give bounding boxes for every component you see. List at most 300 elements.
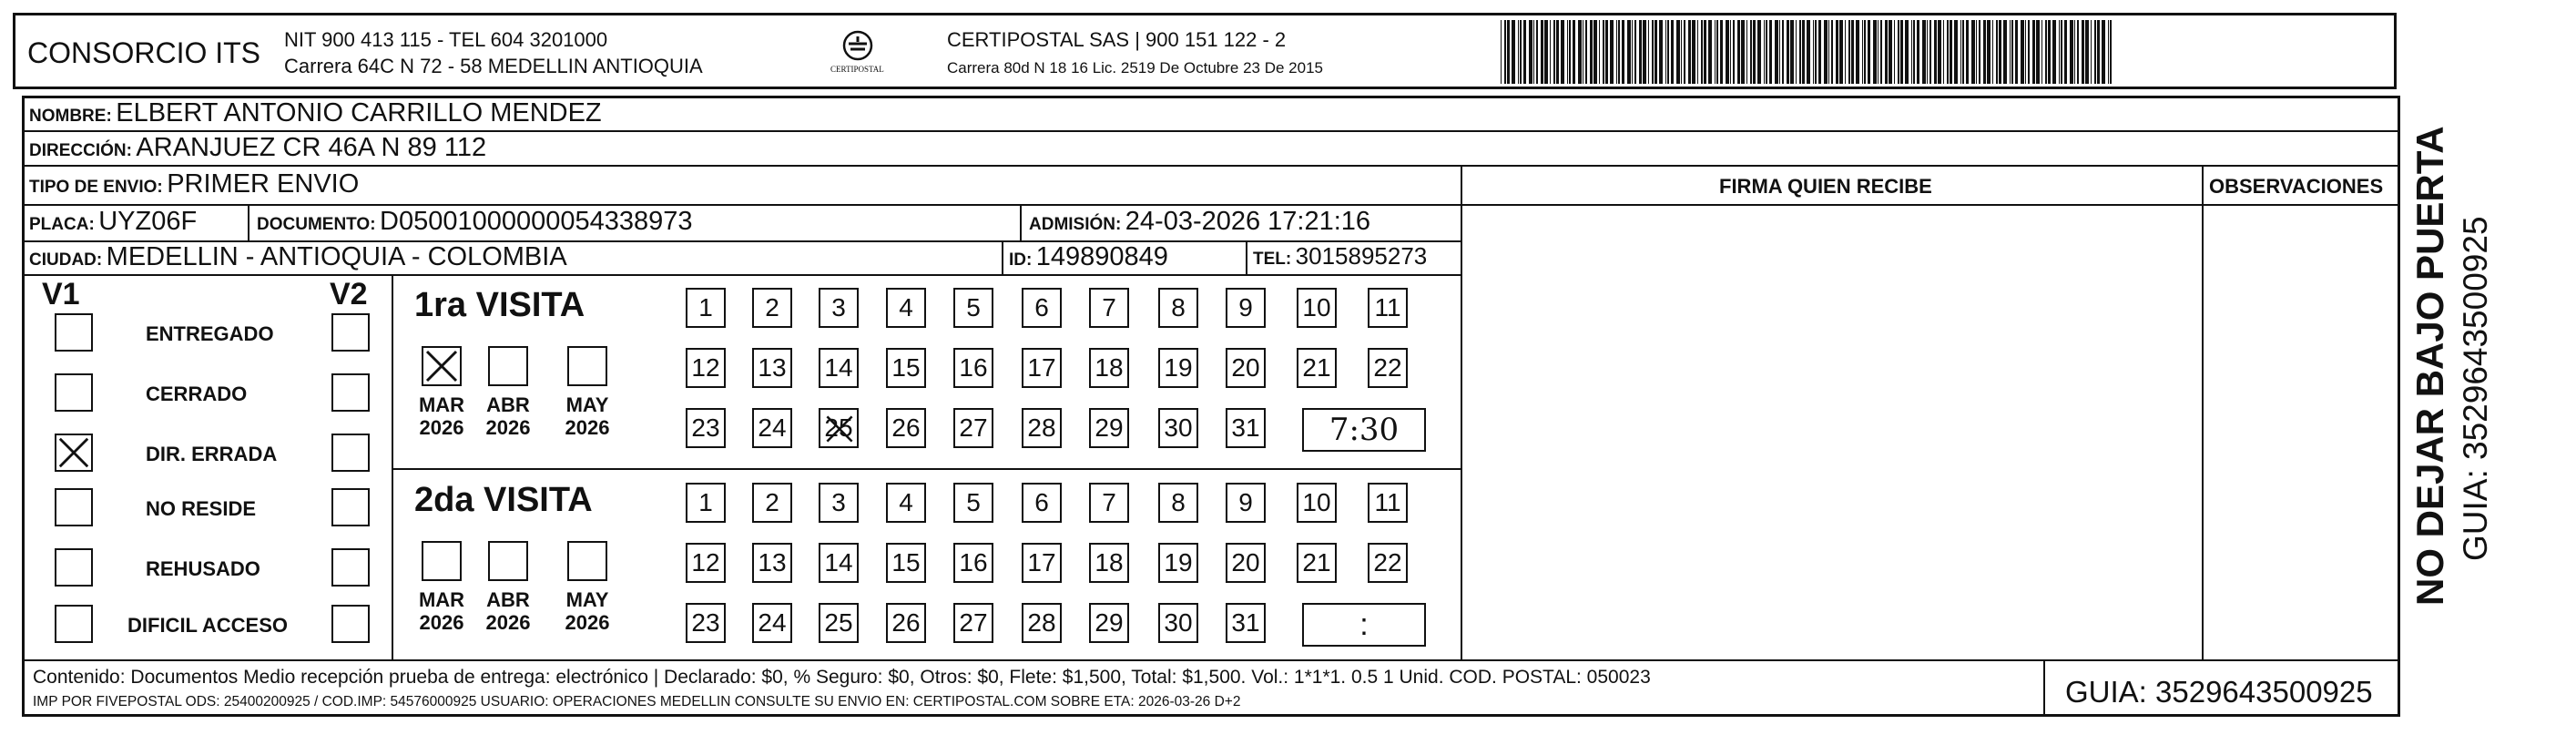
barcode-bar — [1616, 20, 1617, 84]
day-box[interactable]: 30 — [1158, 603, 1198, 643]
day-box[interactable]: 2 — [752, 288, 792, 328]
barcode-bar — [1593, 20, 1597, 84]
status-option-label: DIR. ERRADA — [146, 443, 278, 465]
document-label: DOCUMENTO: — [257, 215, 376, 234]
barcode-bar — [1659, 20, 1663, 84]
barcode-bar — [1599, 20, 1600, 84]
day-box[interactable]: 1 — [686, 483, 726, 523]
barcode-bar — [1836, 20, 1838, 84]
day-box[interactable]: 5 — [953, 483, 993, 523]
barcode-bar — [1913, 20, 1915, 84]
day-box[interactable]: 2 — [752, 483, 792, 523]
barcode-bar — [1550, 20, 1551, 84]
barcode-bar — [1671, 20, 1674, 84]
document-row — [257, 209, 693, 235]
barcode-bar — [1681, 20, 1682, 84]
month-checkbox[interactable] — [567, 541, 607, 581]
barcode-bar — [1684, 20, 1685, 84]
day-box[interactable]: 9 — [1226, 288, 1266, 328]
barcode-bar — [2110, 20, 2112, 84]
plate-label: PLACA: — [29, 215, 95, 234]
day-box[interactable]: 23 — [686, 603, 726, 643]
contents-line: Contenido: Documentos Medio recepción prueba de entrega: electrónico | Declarado: $0, % Seguro: $0, Otros: $0, Flete: $1,500, Total: $1,500. Vol.: 1*1*1. 0.5 1 Unid. COD. POSTAL: 050023 — [33, 667, 1651, 688]
carrier-line1: CERTIPOSTAL SAS | 900 151 122 - 2 — [947, 28, 1287, 51]
barcode-bar — [1746, 20, 1747, 84]
barcode-bar — [1885, 20, 1888, 84]
status-option-label: ENTREGADO — [146, 322, 274, 345]
barcode-bar — [1753, 20, 1756, 84]
admission: 24-03-2026 17:21:16 — [1125, 207, 1371, 236]
row-divider — [22, 204, 2400, 206]
barcode-bar — [1868, 20, 1870, 84]
barcode-bar — [2048, 20, 2051, 84]
barcode-bar — [1927, 20, 1928, 84]
side-warning: NO DEJAR BAJO PUERTA — [2408, 126, 2451, 606]
day-box[interactable]: 7 — [1089, 288, 1129, 328]
barcode-bar — [1697, 20, 1698, 84]
company-name: CONSORCIO ITS — [27, 36, 261, 69]
barcode-bar — [1648, 20, 1649, 84]
barcode-bar — [1878, 20, 1879, 84]
barcode-bar — [2085, 20, 2089, 84]
status-option-label: DIFICIL ACCESO — [127, 614, 289, 637]
day-box[interactable]: 5 — [953, 288, 993, 328]
barcode-bar — [1922, 20, 1926, 84]
row-divider — [22, 274, 1461, 276]
barcode-bar — [2059, 20, 2060, 84]
name-row — [29, 100, 602, 127]
day-box[interactable]: 19 — [1158, 543, 1198, 583]
barcode-bar — [1900, 20, 1903, 84]
day-box[interactable]: 19 — [1158, 348, 1198, 388]
barcode-bar — [1585, 20, 1587, 84]
month-label: MAY 2026 — [565, 588, 610, 635]
barcode-bar — [1737, 20, 1740, 84]
month-checkbox[interactable] — [422, 541, 462, 581]
barcode-bar — [1929, 20, 1931, 84]
barcode-bar — [1790, 20, 1794, 84]
day-box[interactable]: 13 — [752, 543, 792, 583]
barcode-bar — [1807, 20, 1810, 84]
barcode-bar — [2028, 20, 2030, 84]
month-checkbox[interactable] — [488, 346, 528, 386]
document: D05001000000054338973 — [380, 207, 693, 236]
barcode-bar — [1618, 20, 1620, 84]
col-divider — [1020, 204, 1022, 240]
month-label: MAY 2026 — [565, 393, 610, 440]
day-box[interactable]: 31 — [1226, 603, 1266, 643]
barcode-bar — [1848, 20, 1850, 84]
admission-row — [1029, 209, 1370, 235]
barcode-bar — [1655, 20, 1657, 84]
tel-value: 3015895273 — [1295, 242, 1428, 270]
barcode-bar — [1831, 20, 1833, 84]
day-box[interactable]: 21 — [1297, 543, 1337, 583]
barcode-bar — [1845, 20, 1846, 84]
company-line1: NIT 900 413 115 - TEL 604 3201000 — [284, 28, 608, 51]
day-box[interactable]: 15 — [886, 348, 926, 388]
barcode-bar — [1992, 20, 1993, 84]
day-box[interactable]: 29 — [1089, 603, 1129, 643]
day-box[interactable]: 18 — [1089, 543, 1129, 583]
barcode-bar — [2003, 20, 2007, 84]
barcode-bar — [1518, 20, 1519, 84]
barcode-bar — [2036, 20, 2040, 84]
barcode-bar — [2015, 20, 2018, 84]
col-divider — [1461, 165, 1462, 659]
id-row — [1009, 244, 1168, 270]
month-label: ABR 2026 — [485, 393, 531, 440]
barcode-bar — [1520, 20, 1522, 84]
v2-checkbox[interactable] — [331, 313, 370, 352]
v2-checkbox[interactable] — [331, 548, 370, 587]
month-label: MAR 2026 — [418, 393, 465, 440]
barcode-bar — [1999, 20, 2001, 84]
city-label: CIUDAD: — [29, 250, 103, 270]
month-label: MAR 2026 — [418, 588, 465, 635]
plate-row — [29, 209, 197, 235]
day-box[interactable]: 22 — [1368, 348, 1408, 388]
day-box[interactable]: 12 — [686, 348, 726, 388]
shipment-type: PRIMER ENVIO — [167, 169, 360, 199]
barcode-bar — [1741, 20, 1745, 84]
day-box[interactable]: 22 — [1368, 543, 1408, 583]
barcode-bar — [1667, 20, 1669, 84]
day-box[interactable]: 25 — [819, 408, 859, 448]
barcode-bar — [1960, 20, 1961, 84]
barcode-bar — [1824, 20, 1828, 84]
city-row — [29, 244, 567, 270]
barcode-bar — [1733, 20, 1735, 84]
recipient-address: ARANJUEZ CR 46A N 89 112 — [136, 133, 487, 162]
day-box[interactable]: 13 — [752, 348, 792, 388]
day-box[interactable]: 20 — [1226, 348, 1266, 388]
visit-title: 2da VISITA — [414, 481, 593, 519]
address-label: DIRECCIÓN: — [29, 141, 132, 160]
barcode-bar — [1750, 20, 1752, 84]
observations-header: OBSERVACIONES — [2209, 175, 2384, 198]
month-checkbox[interactable] — [567, 346, 607, 386]
tel-row — [1253, 244, 1427, 268]
barcode-bar — [1769, 20, 1772, 84]
barcode-bar — [1987, 20, 1991, 84]
barcode-bar — [2077, 20, 2079, 84]
barcode-bar — [1905, 20, 1909, 84]
barcode-bar — [2091, 20, 2092, 84]
day-box[interactable]: 4 — [886, 483, 926, 523]
barcode-bar — [1947, 20, 1949, 84]
barcode-bar — [1966, 20, 1969, 84]
barcode-bar — [1720, 20, 1723, 84]
day-box[interactable]: 30 — [1158, 408, 1198, 448]
v1-checkbox[interactable] — [55, 313, 93, 352]
barcode-bar — [2041, 20, 2042, 84]
barcode-bar — [1880, 20, 1882, 84]
day-box[interactable]: 11 — [1368, 288, 1408, 328]
visit-title: 1ra VISITA — [414, 286, 585, 324]
barcode-bar — [1688, 20, 1691, 84]
barcode-bar — [2021, 20, 2024, 84]
day-box[interactable]: 10 — [1297, 288, 1337, 328]
v2-checkbox[interactable] — [331, 488, 370, 526]
barcode-bar — [1862, 20, 1863, 84]
barcode-bar — [1523, 20, 1526, 84]
col-divider — [1002, 240, 1003, 274]
barcode-bar — [1716, 20, 1718, 84]
day-box[interactable]: 26 — [886, 408, 926, 448]
barcode-bar — [1856, 20, 1859, 84]
v2-checkbox[interactable] — [331, 434, 370, 472]
barcode-bar — [1536, 20, 1538, 84]
row-divider — [22, 130, 2400, 132]
v2-checkbox[interactable] — [331, 605, 370, 643]
day-box[interactable]: 24 — [752, 408, 792, 448]
barcode-bar — [1556, 20, 1559, 84]
day-box[interactable]: 24 — [752, 603, 792, 643]
day-box[interactable]: 4 — [886, 288, 926, 328]
barcode-bar — [1934, 20, 1937, 84]
barcode-bar — [2108, 20, 2109, 84]
barcode-bar — [1889, 20, 1892, 84]
barcode-bar — [2025, 20, 2026, 84]
day-box[interactable]: 29 — [1089, 408, 1129, 448]
barcode-bar — [1632, 20, 1633, 84]
barcode-bar — [2032, 20, 2035, 84]
barcode-bar — [1976, 20, 1977, 84]
barcode-bar — [1873, 20, 1877, 84]
day-box[interactable]: 6 — [1022, 483, 1062, 523]
barcode-bar — [1692, 20, 1695, 84]
day-box[interactable]: 28 — [1022, 603, 1062, 643]
barcode-bar — [2052, 20, 2056, 84]
barcode-bar — [1512, 20, 1515, 84]
barcode-bar — [2011, 20, 2013, 84]
barcode-bar — [1796, 20, 1797, 84]
day-box[interactable]: 25 — [819, 603, 859, 643]
barcode-bar — [1561, 20, 1564, 84]
v1-checkbox[interactable] — [55, 373, 93, 412]
day-box[interactable]: 16 — [953, 348, 993, 388]
col-divider — [248, 204, 249, 240]
barcode-bar — [1815, 20, 1817, 84]
logo-text: CERTIPOSTAL — [830, 65, 884, 74]
status-option-label: CERRADO — [146, 383, 248, 405]
barcode-bar — [1779, 20, 1780, 84]
v1-checkbox[interactable] — [55, 605, 93, 643]
v1-checkbox[interactable] — [55, 488, 93, 526]
day-box[interactable]: 20 — [1226, 543, 1266, 583]
footer-guide: GUIA: 3529643500925 — [2065, 675, 2373, 709]
name-label: NOMBRE: — [29, 107, 112, 126]
barcode-bar — [1851, 20, 1854, 84]
barcode-bar — [1828, 20, 1829, 84]
barcode-bar — [1983, 20, 1986, 84]
barcode-bar — [1573, 20, 1575, 84]
barcode-bar — [2074, 20, 2075, 84]
company-line2: Carrera 64C N 72 - 58 MEDELLIN ANTIOQUIA — [284, 55, 703, 77]
barcode-bar — [1541, 20, 1543, 84]
barcode-bar — [1676, 20, 1680, 84]
barcode-bar — [1839, 20, 1843, 84]
barcode-bar — [1764, 20, 1765, 84]
barcode-bar — [2070, 20, 2073, 84]
barcode-bar — [1802, 20, 1805, 84]
barcode-bar — [1529, 20, 1532, 84]
barcode-bar — [1708, 20, 1712, 84]
barcode-bar — [2102, 20, 2105, 84]
time-box[interactable]: : — [1302, 603, 1426, 647]
day-box[interactable]: 17 — [1022, 543, 1062, 583]
barcode-bar — [2010, 20, 2011, 84]
day-box[interactable]: 9 — [1226, 483, 1266, 523]
row-divider — [22, 165, 2400, 167]
barcode-bar — [1569, 20, 1571, 84]
day-box[interactable]: 12 — [686, 543, 726, 583]
day-box[interactable]: 3 — [819, 288, 859, 328]
day-box[interactable]: 27 — [953, 408, 993, 448]
day-box[interactable]: 8 — [1158, 483, 1198, 523]
barcode-bar — [1979, 20, 1980, 84]
barcode-bar — [1757, 20, 1761, 84]
barcode-bar — [1813, 20, 1814, 84]
day-box[interactable]: 17 — [1022, 348, 1062, 388]
print-info-line: IMP POR FIVEPOSTAL ODS: 25400200925 / COD.IMP: 54576000925 USUARIO: OPERACIONES MEDELLIN CONSULTE SU ENVIO EN: CERTIPOSTAL.COM SOBRE ETA: 2026-03-26 D+2 — [33, 694, 1241, 709]
barcode-bar — [1766, 20, 1767, 84]
day-box[interactable]: 8 — [1158, 288, 1198, 328]
day-box[interactable]: 10 — [1297, 483, 1337, 523]
carrier-line2: Carrera 80d N 18 16 Lic. 2519 De Octubre 23 De 2015 — [947, 59, 1323, 77]
logo-icon — [830, 27, 885, 82]
barcode-bar — [1950, 20, 1952, 84]
status-divider — [392, 274, 393, 659]
v1-checkbox[interactable] — [55, 434, 93, 472]
v2-label: V2 — [330, 277, 368, 311]
shipment-type-row — [29, 171, 359, 198]
footer-col-divider — [2043, 659, 2045, 717]
day-box[interactable]: 6 — [1022, 288, 1062, 328]
day-box[interactable]: 28 — [1022, 408, 1062, 448]
barcode-bar — [1507, 20, 1510, 84]
day-box[interactable]: 15 — [886, 543, 926, 583]
col-divider — [2202, 165, 2204, 659]
barcode-bar — [1603, 20, 1604, 84]
address-row — [29, 135, 486, 161]
barcode-bar — [1787, 20, 1789, 84]
barcode-bar — [1996, 20, 1998, 84]
day-box[interactable]: 3 — [819, 483, 859, 523]
barcode-bar — [1578, 20, 1582, 84]
barcode-bar — [1627, 20, 1631, 84]
barcode — [1501, 20, 2225, 84]
v1-checkbox[interactable] — [55, 548, 93, 587]
day-box[interactable]: 18 — [1089, 348, 1129, 388]
barcode-bar — [1610, 20, 1614, 84]
col-divider — [1246, 240, 1247, 274]
barcode-bar — [1911, 20, 1912, 84]
plate: UYZ06F — [98, 207, 198, 236]
barcode-bar — [1704, 20, 1706, 84]
status-option-label: NO RESIDE — [146, 497, 257, 520]
month-label: ABR 2026 — [485, 588, 531, 635]
signature-header: FIRMA QUIEN RECIBE — [1719, 175, 1932, 198]
v2-checkbox[interactable] — [331, 373, 370, 412]
city: MEDELLIN - ANTIOQUIA - COLOMBIA — [106, 242, 567, 271]
barcode-bar — [1590, 20, 1593, 84]
barcode-bar — [2082, 20, 2084, 84]
v1-label: V1 — [42, 277, 80, 311]
barcode-bar — [1652, 20, 1654, 84]
barcode-bar — [2094, 20, 2096, 84]
barcode-bar — [1504, 20, 1506, 84]
time-box[interactable]: 7:30 — [1302, 408, 1426, 452]
status-option-label: REHUSADO — [146, 557, 260, 580]
day-box[interactable]: 11 — [1368, 483, 1408, 523]
day-box[interactable]: 14 — [819, 543, 859, 583]
barcode-bar — [1799, 20, 1801, 84]
barcode-bar — [2045, 20, 2047, 84]
barcode-bar — [1782, 20, 1784, 84]
day-box[interactable]: 1 — [686, 288, 726, 328]
day-box[interactable]: 14 — [819, 348, 859, 388]
barcode-bar — [1701, 20, 1703, 84]
barcode-bar — [1943, 20, 1944, 84]
day-box[interactable]: 7 — [1089, 483, 1129, 523]
barcode-bar — [1730, 20, 1731, 84]
barcode-bar — [1715, 20, 1716, 84]
barcode-bar — [1818, 20, 1821, 84]
barcode-bar — [1726, 20, 1729, 84]
day-box[interactable]: 26 — [886, 603, 926, 643]
barcode-bar — [1639, 20, 1642, 84]
barcode-bar — [1533, 20, 1534, 84]
tel-label: TEL: — [1253, 250, 1292, 269]
barcode-bar — [1864, 20, 1866, 84]
barcode-bar — [1544, 20, 1548, 84]
barcode-bar — [1894, 20, 1895, 84]
form-frame — [22, 96, 2400, 717]
day-box[interactable]: 27 — [953, 603, 993, 643]
barcode-bar — [1898, 20, 1899, 84]
day-box[interactable]: 23 — [686, 408, 726, 448]
barcode-bar — [1622, 20, 1624, 84]
barcode-bar — [1954, 20, 1958, 84]
certipostal-logo — [830, 27, 885, 82]
visit-divider — [392, 468, 1461, 470]
barcode-bar — [2064, 20, 2067, 84]
barcode-bar — [1775, 20, 1778, 84]
barcode-bar — [1917, 20, 1919, 84]
barcode-bar — [1553, 20, 1555, 84]
id-value: 149890849 — [1035, 242, 1168, 271]
barcode-bar — [1567, 20, 1568, 84]
day-box[interactable]: 16 — [953, 543, 993, 583]
barcode-bar — [2061, 20, 2062, 84]
recipient-name: ELBERT ANTONIO CARRILLO MENDEZ — [116, 98, 602, 128]
barcode-bar — [1643, 20, 1646, 84]
barcode-bar — [1634, 20, 1636, 84]
barcode-bar — [2097, 20, 2100, 84]
barcode-bar — [1605, 20, 1608, 84]
month-checkbox[interactable] — [422, 346, 462, 386]
month-checkbox[interactable] — [488, 541, 528, 581]
day-box[interactable]: 31 — [1226, 408, 1266, 448]
shipment-type-label: TIPO DE ENVIO: — [29, 178, 163, 197]
barcode-bar — [1501, 20, 1502, 84]
day-box[interactable]: 21 — [1297, 348, 1337, 388]
barcode-bar — [1971, 20, 1975, 84]
barcode-bar — [1938, 20, 1941, 84]
side-guide: GUIA: 3529643500925 — [2457, 216, 2494, 561]
